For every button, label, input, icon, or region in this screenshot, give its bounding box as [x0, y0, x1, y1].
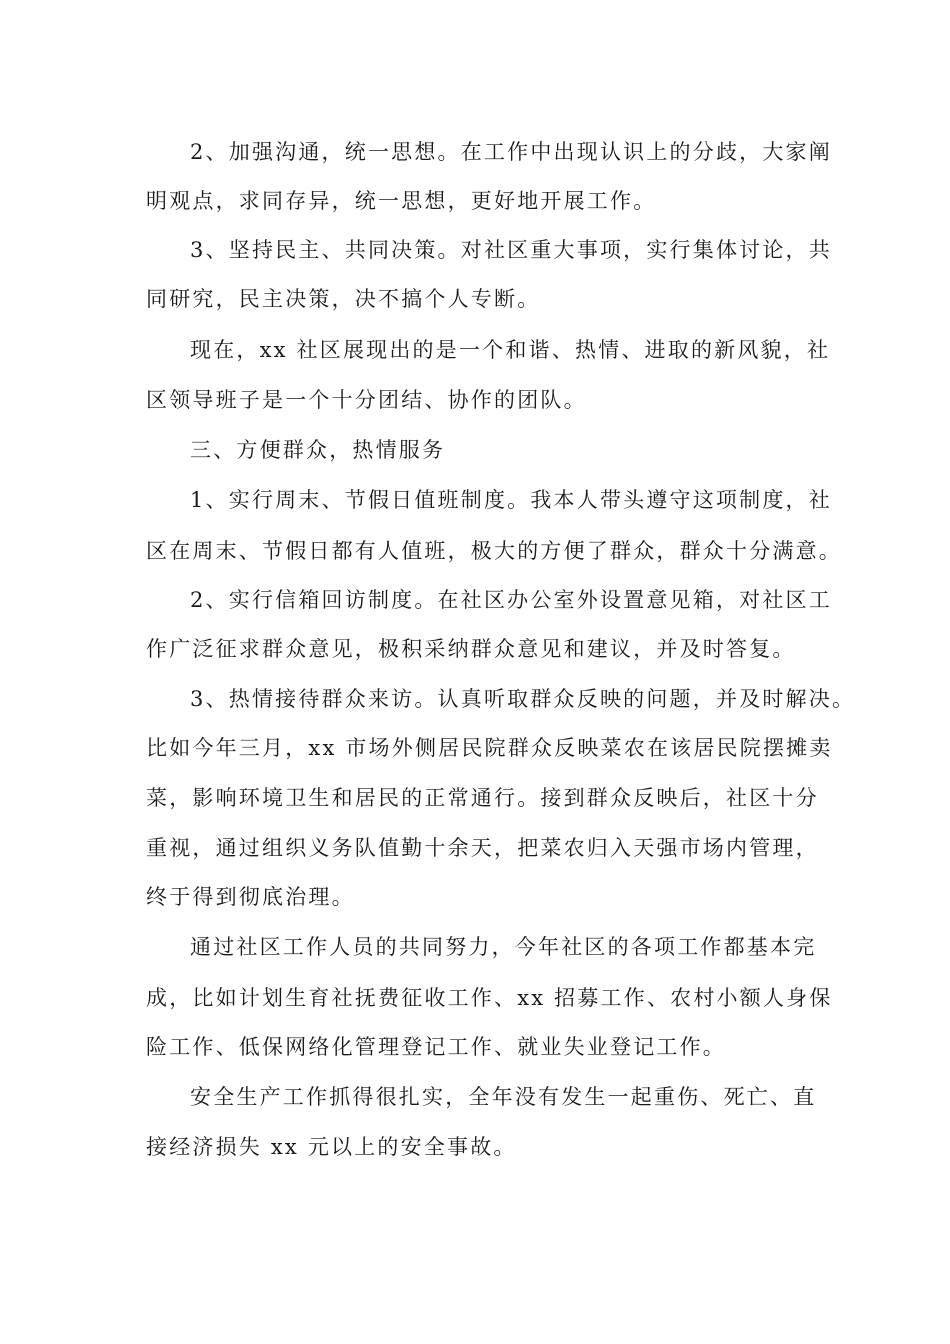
text-line: 3、热情接待群众来访。认真听取群众反映的问题，并及时解决。 [190, 687, 856, 711]
text-line: 3、坚持民主、共同决策。对社区重大事项，实行集体讨论，共 [190, 238, 832, 262]
text-line: 终于得到彻底治理。 [146, 885, 355, 909]
text-line: 菜，影响环境卫生和居民的正常通行。接到群众反映后，社区十分 [146, 786, 819, 810]
text-line: 险工作、低保网络化管理登记工作、就业失业登记工作。 [146, 1035, 726, 1059]
text-line: 区在周末、节假日都有人值班，极大的方便了群众，群众十分满意。 [146, 539, 842, 563]
text-line: 区领导班子是一个十分团结、协作的团队。 [146, 388, 587, 412]
text-line: 2、实行信箱回访制度。在社区办公室外设置意见箱，对社区工 [190, 588, 832, 612]
text-line: 重视，通过组织义务队值勤十余天，把菜农归入天强市场内管理， [146, 836, 819, 860]
section-heading-text: 三、方便群众，热情服务 [190, 438, 446, 462]
text-line: 明观点，求同存异，统一思想，更好地开展工作。 [146, 189, 657, 213]
text-line: 2、加强沟通，统一思想。在工作中出现认识上的分歧，大家阐 [190, 140, 832, 164]
text-line: 同研究，民主决策，决不搞个人专断。 [146, 287, 541, 311]
text-line: 接经济损失 xx 元以上的安全事故。 [146, 1135, 517, 1159]
text-line: 安全生产工作抓得很扎实，全年没有发生一起重伤、死亡、直 [190, 1085, 817, 1109]
text-line: 现在，xx 社区展现出的是一个和谐、热情、进取的新风貌，社 [190, 338, 831, 362]
text-line: 1、实行周末、节假日值班制度。我本人带头遵守这项制度，社 [190, 488, 832, 512]
text-line: 成，比如计划生育社抚费征收工作、xx 招募工作、农村小额人身保 [146, 986, 833, 1010]
text-line: 通过社区工作人员的共同努力，今年社区的各项工作都基本完 [190, 935, 817, 959]
text-line: 比如今年三月，xx 市场外侧居民院群众反映菜农在该居民院摆摊卖 [146, 736, 833, 760]
text-line: 作广泛征求群众意见，极积采纳群众意见和建议，并及时答复。 [146, 637, 796, 661]
